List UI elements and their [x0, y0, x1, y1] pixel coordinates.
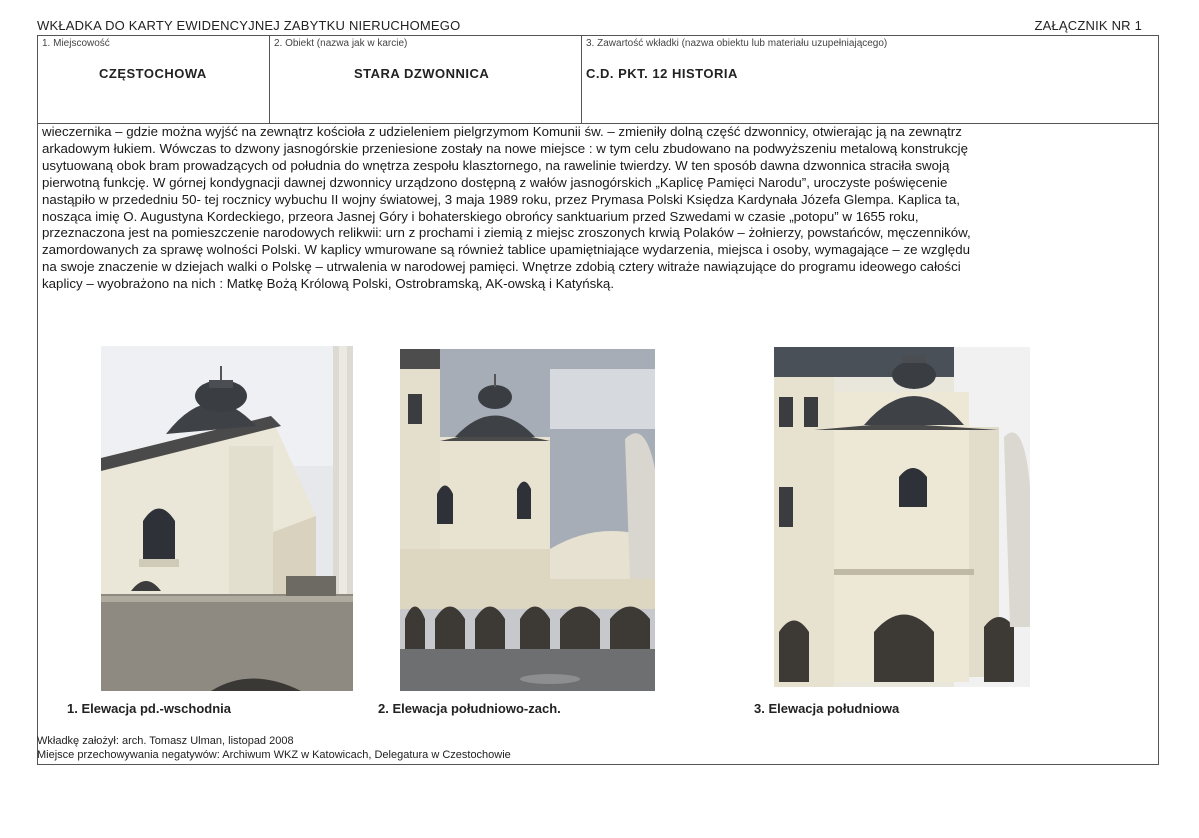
history-text: [42, 124, 1156, 293]
text-line: nastąpiło w przededniu 50- tej rocznicy wybuchu II wojny światowej, 3 maja 1989 roku, przez Prymasa Polski Księdza Kardynała Józefa Glempa. Kaplica ta,: [42, 191, 960, 207]
annex-number: ZAŁĄCZNIK NR 1: [1034, 18, 1142, 33]
photo-southeast-elevation: [101, 346, 353, 691]
photo-southwest-elevation: [400, 349, 655, 691]
photo-south-elevation: [774, 347, 1030, 687]
text-line: pierwotną funkcję. W górnej kondygnacji dawnej dzwonnicy urządzono dostępną z wałów jasnogórskich „Kaplicę Pamięci Narodu”, uroczyste poświęcenie: [42, 174, 948, 190]
text-line: zamordowanych za sprawę wolności Polski. W kaplicy wmurowane są również tablice upamiętniające wydarzenia, miejsca i osoby, wymagające – ze względu: [42, 242, 970, 258]
field-object-value: STARA DZWONNICA: [354, 66, 490, 81]
photo-caption: 3. Elewacja południowa: [754, 701, 900, 716]
author-note: Wkładkę założył: arch. Tomasz Ulman, listopad 2008: [37, 735, 294, 747]
form-frame: [37, 35, 1159, 765]
field-content-label: 3. Zawartość wkładki (nazwa obiektu lub materiału uzupełniającego): [586, 38, 888, 49]
photo-caption: 1. Elewacja pd.-wschodnia: [67, 701, 231, 716]
text-line: arkadowym łukiem. Wówczas to dzwony jasnogórskie przeniesione zostały na nowe miejsce : w tym celu zbudowano na podwyższeniu metalową konstrukcję: [42, 140, 969, 156]
document-title: WKŁADKA DO KARTY EWIDENCYJNEJ ZABYTKU NIERUCHOMEGO: [37, 18, 461, 33]
header-fields-row: [38, 36, 1158, 124]
field-content: [582, 36, 1160, 123]
field-object-label: 2. Obiekt (nazwa jak w karcie): [274, 38, 408, 49]
photo-caption: 2. Elewacja południowo-zach.: [378, 701, 561, 716]
archive-note: Miejsce przechowywania negatywów: Archiwum WKZ w Katowicach, Delegatura w Czestochowie: [37, 749, 511, 761]
field-locality-label: 1. Miejscowość: [42, 38, 110, 49]
text-line: wieczernika – gdzie można wyjść na zewnątrz kościoła z udzieleniem pielgrzymom Komunii św. – zmieniły dolną część dzwonnicy, otwierając ją na zewnątrz: [42, 124, 962, 139]
field-locality-value: CZĘSTOCHOWA: [99, 66, 207, 81]
text-line: nosząca imię O. Augustyna Kordeckiego, przeora Jasnej Góry i bohaterskiego obrońcy sanktuarium przed Szwedami w czasie „potopu” w 1655 roku,: [42, 208, 919, 224]
text-line: na swoje znaczenie w dziejach walki o Polskę – utrwalenia w narodowej pamięci. Wnętrze zdobią cztery witraże nawiązujące do programu ideowego całości: [42, 259, 961, 275]
text-line: przeznaczona jest na pomieszczenie narodowych relikwii: urn z prochami i ziemią z miejsc zroszonych krwią Polaków – żołnierzy, powstańców, męczenników,: [42, 225, 971, 241]
field-content-value: C.D. PKT. 12 HISTORIA: [586, 66, 738, 81]
field-object: [270, 36, 582, 123]
field-locality: [38, 36, 270, 123]
text-line: kaplicy – wyobrażono na nich : Matkę Bożą Królową Polski, Ostrobramską, AK-owską i Katyńską.: [42, 276, 615, 292]
text-line: usytuowaną obok bram prowadzących od południa do wnętrza zespołu klasztornego, na rawelinie twierdzy. W ten sposób dawna dzwonnica straciła swoją: [42, 157, 950, 173]
